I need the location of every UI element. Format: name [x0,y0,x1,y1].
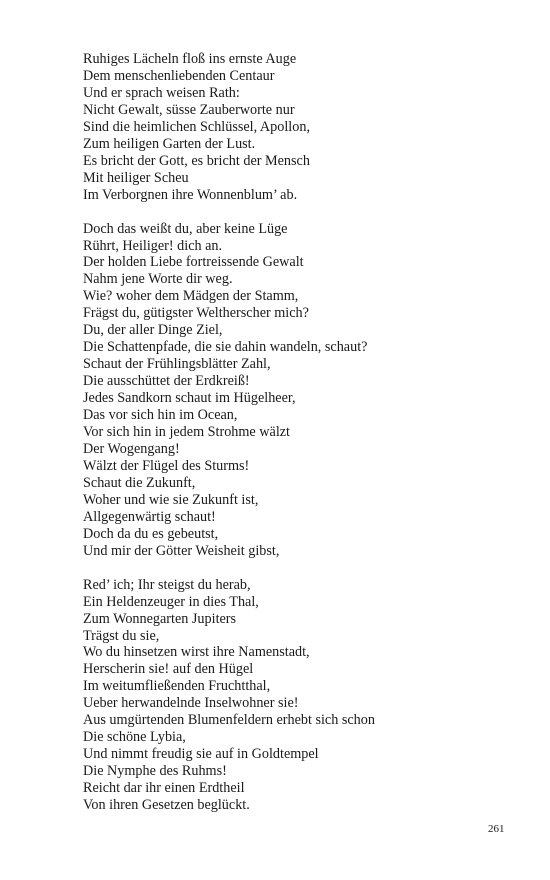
poem-line: Nahm jene Worte dir weg. [83,271,233,288]
poem-line: Der holden Liebe fortreissende Gewalt [83,254,304,271]
poem-line: Schaut die Zukunft, [83,474,196,491]
poem-line: Du, der aller Dinge Ziel, [83,322,223,339]
poem-line: Wie? woher dem Mädgen der Stamm, [83,288,299,305]
stanza [83,577,513,814]
poem-line: Reicht dar ihr einen Erdtheil [83,780,245,797]
poem-line: Ueber herwandelnde Inselwohner sie! [83,695,299,712]
poem-line: Und mir der Götter Weisheit gibst, [83,542,280,559]
poem-line: Zum Wonnegarten Jupiters [83,610,237,627]
poem-line: Doch da du es gebeutst, [83,525,219,542]
poem-line: Im weitumfließenden Fruchtthal, [83,678,271,695]
poem-line: Woher und wie sie Zukunft ist, [83,491,259,508]
page-number: 261 [488,823,505,835]
poem-line: Von ihren Gesetzen beglückt. [83,797,250,814]
poem-line: Das vor sich hin im Ocean, [83,407,238,424]
poem-line: Dem menschenliebenden Centaur [83,67,275,84]
stanza [83,221,513,560]
poem-line: Der Wogengang! [83,440,180,457]
poem-line: Jedes Sandkorn schaut im Hügelheer, [83,390,296,407]
poem-line: Doch das weißt du, aber keine Lüge [83,220,288,237]
poem-line: Vor sich hin in jedem Strohme wälzt [83,424,290,441]
poem-line: Ruhiges Lächeln floß ins ernste Auge [83,51,297,67]
poem-line: Schaut der Frühlingsblätter Zahl, [83,356,271,373]
poem-line: Im Verborgnen ihre Wonnenblum’ ab. [83,186,298,203]
poem-line: Nicht Gewalt, süsse Zauberworte nur [83,101,295,118]
poem-line: Es bricht der Gott, es bricht der Mensch [83,152,310,169]
poem-line: Wo du hinsetzen wirst ihre Namenstadt, [83,644,310,661]
stanza [83,51,513,204]
poem-line: Die Nymphe des Ruhms! [83,763,227,780]
poem-line: Und nimmt freudig sie auf in Goldtempel [83,746,319,763]
poem-line: Trägst du sie, [83,627,160,644]
poem-line: Rührt, Heiliger! dich an. [83,237,223,254]
poem-line: Red’ ich; Ihr steigst du herab, [83,576,251,593]
poem-line: Zum heiligen Garten der Lust. [83,135,256,152]
poem-line: Sind die heimlichen Schlüssel, Apollon, [83,118,310,135]
poem-line: Die ausschüttet der Erdkreiß! [83,373,250,390]
poem-line: Die schöne Lybia, [83,729,186,746]
poem-line: Ein Heldenzeuger in dies Thal, [83,593,259,610]
poem-line: Die Schattenpfade, die sie dahin wandeln, schaut? [83,339,368,356]
poem-line: Mit heiliger Scheu [83,169,189,186]
poem-line: Frägst du, gütigster Weltherscher mich? [83,305,309,322]
poem-line: Wälzt der Flügel des Sturms! [83,457,250,474]
poem-line: Allgegenwärtig schaut! [83,508,216,525]
poem-line: Und er sprach weisen Rath: [83,84,240,101]
poem-line: Aus umgürtenden Blumenfeldern erhebt sich schon [83,712,375,729]
poem-line: Herscherin sie! auf den Hügel [83,661,254,678]
poem-text [83,51,513,831]
